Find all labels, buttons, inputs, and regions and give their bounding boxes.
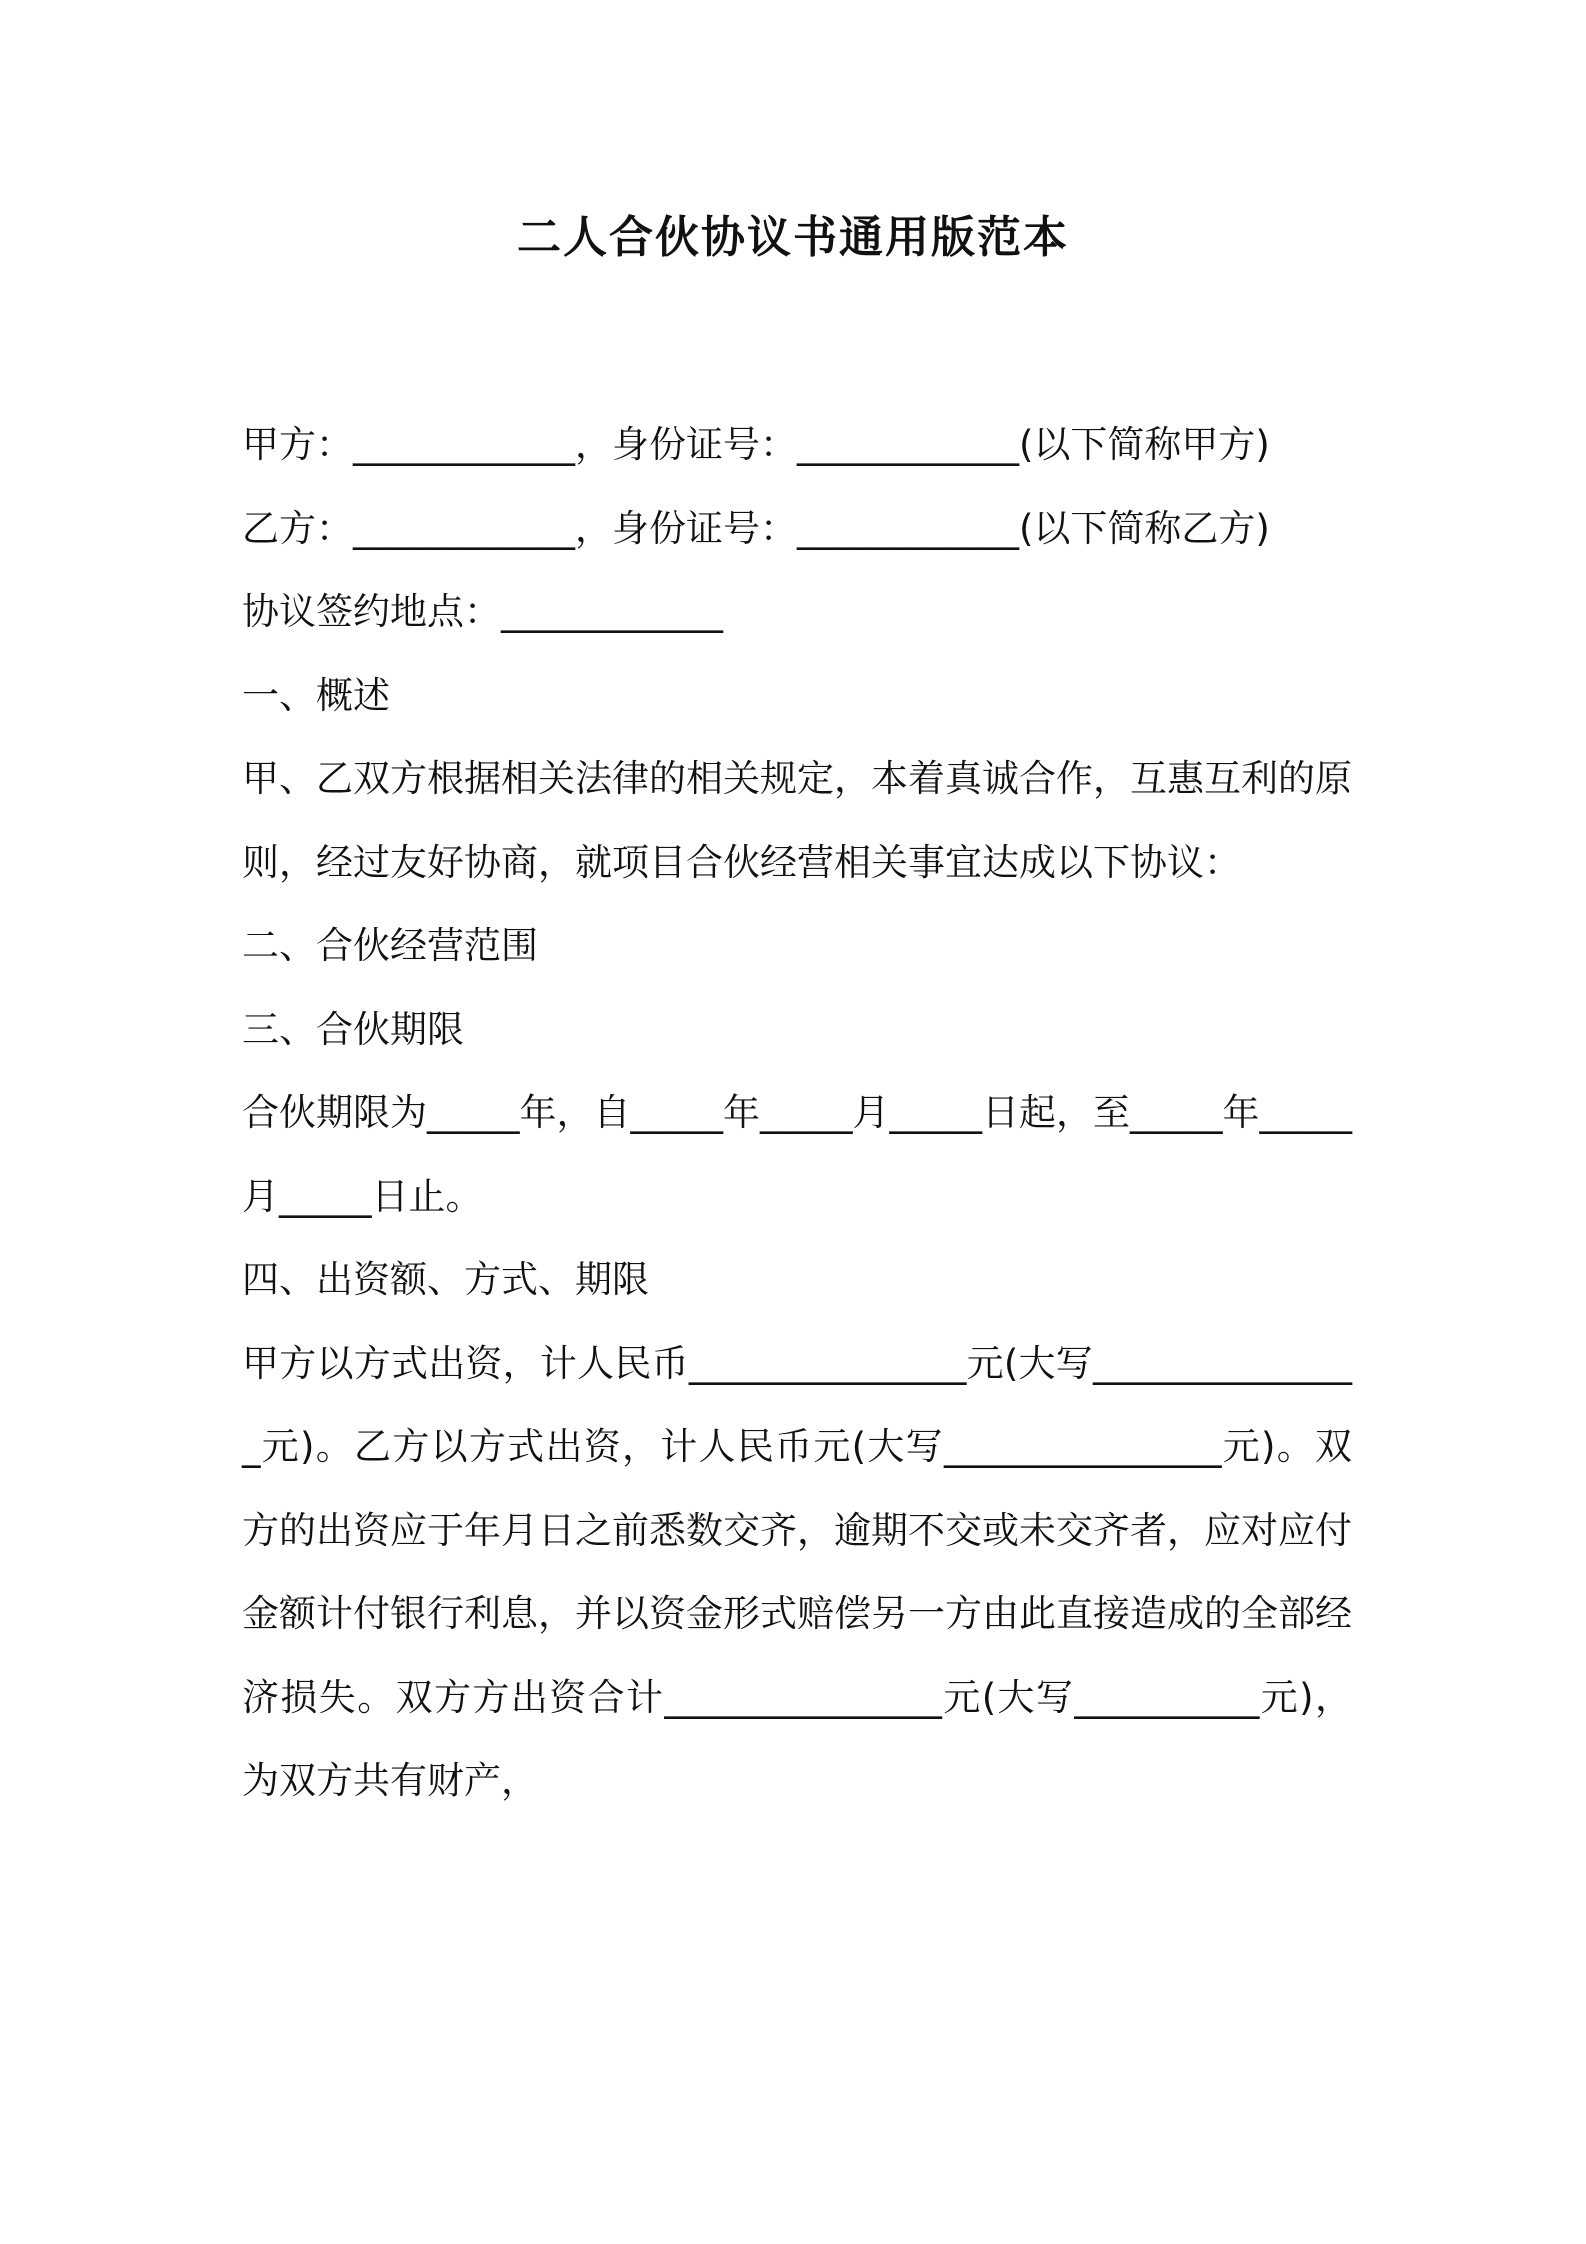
party-b-line: 乙方：____________，身份证号：____________(以下简称乙方) <box>242 506 1270 550</box>
document-title: 二人合伙协议书通用版范本 <box>517 212 1069 263</box>
document-body <box>242 403 1352 1823</box>
overview-paragraph: 甲、乙双方根据相关法律的相关规定，本着真诚合作，互惠互利的原则，经过友好协商，就项目合伙经营相关事宜达成以下协议： <box>242 757 1352 884</box>
section-heading-scope: 二、合伙经营范围 <box>242 924 538 967</box>
section-heading-overview: 一、概述 <box>242 673 390 717</box>
signing-place-line: 协议签约地点：____________ <box>242 590 723 633</box>
section-heading-term: 三、合伙期限 <box>242 1007 464 1051</box>
term-paragraph: 合伙期限为_____年，自_____年_____月_____日起，至_____年_____月_____日止。 <box>242 1091 1352 1218</box>
party-a-line: 甲方：____________，身份证号：____________(以下简称甲方) <box>242 423 1270 466</box>
section-heading-capital: 四、出资额、方式、期限 <box>242 1258 649 1301</box>
capital-paragraph: 甲方以方式出资，计人民币_______________元(大写_______________元)。乙方以方式出资，计人民币元(大写_______________元)。双方的出资应于年月日之前悉数交齐，逾期不交或未交齐者，应对应付金额计付银行利息，并以资金形式赔偿另一方由此直接造成的全部经济损失。双方方出资合计_______________元(大写__________元)，为双方共有财产， <box>242 1341 1352 1802</box>
